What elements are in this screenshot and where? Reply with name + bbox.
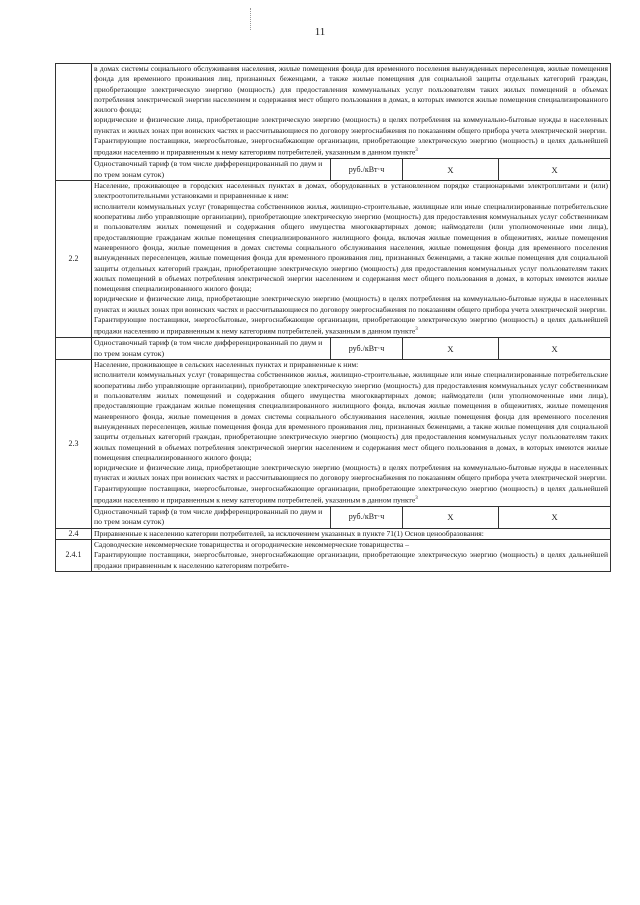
description-paragraph: в домах системы социального обслуживания населения, жилые помещения фонда для временного поселения вынужденных переселенцев, жилые помещения фонда для временного проживания лиц, признанных беженцами, а также жилые помещения для социальной защиты отдельных категорий граждан, приобретающие электрическую энергию (мощность) для предоставления коммунальных услуг пользователям таких жилых помещений в объемах потребления электрической энергии населением и содержания мест общего пользования в домах, в которых имеются жилые помещения специализированного жилого фонда; — [94, 64, 609, 115]
description-paragraph: Гарантирующие поставщики, энергосбытовые, энергоснабжающие организации, приобретающие электрическую энергию (мощность) в целях дальнейшей продажи населению и приравненным к нему категориям потребителей, указанным в данном пункте — [94, 483, 609, 505]
tariff-value-first: Х — [403, 159, 499, 181]
row-number: 2.4.1 — [56, 540, 92, 572]
row-description: Приравненные к населению категории потребителей, за исключением указанных в пункте 71(1) Основ ценообразования: — [92, 528, 611, 539]
table-row-description — [56, 360, 611, 507]
table-row-continuation-description — [56, 64, 611, 159]
table-row-tariff — [56, 506, 611, 528]
table-row-tariff — [56, 159, 611, 181]
row-number — [56, 64, 92, 181]
tariff-unit: руб./кВт·ч — [331, 159, 403, 181]
tariff-table — [55, 63, 611, 572]
description-paragraph: Садоводческие некоммерческие товарищества и огороднические некоммерческие товарищества – — [94, 540, 409, 550]
description-paragraph: Население, проживающее в сельских населенных пунктах и приравненные к ним: — [94, 360, 359, 370]
description-paragraph: юридические и физические лица, приобретающие электрическую энергию (мощность) в целях потребления на коммунально-бытовые нужды в населенных пунктах и жилых зонах при воинских частях и рассчитывающиеся по договору энергоснабжения по показаниям общего прибора учета электрической энергии. — [94, 115, 609, 135]
table-row-tariff — [56, 338, 611, 360]
table-row-description — [56, 540, 611, 572]
tariff-name: Одноставочный тариф (в том числе дифференцированный по двум и по трем зонам суток) — [92, 338, 331, 360]
footnote-marker: 3 — [415, 327, 418, 333]
description-paragraph: исполнители коммунальных услуг (товарищества собственников жилья, жилищно-строительные, жилищные или иные специализированные потребительские кооперативы либо управляющие организации), приобретающие электрическую энергию (мощность) для предоставления коммунальных услуг собственникам и пользователям жилых помещений и содержания общего имущества многоквартирных домов; наймодатели (или уполномоченные ими лица), предоставляющие гражданам жилые помещения специализированного жилищного фонда, включая жилые помещения в общежитиях, жилые помещения маневренного фонда, жилые помещения в домах системы социального обслуживания населения, жилые помещения фонда для временного поселения вынужденных переселенцев, жилые помещения фонда для временного проживания лиц, признанных беженцами, а также жилые помещения для социальной защиты отдельных категорий граждан, приобретающие электрическую энергию (мощность) для предоставления коммунальных услуг пользователям таких жилых помещений в объемах потребления электрической энергии населением и содержания мест общего пользования в домах, в которых имеются жилые помещения специализированного жилого фонда; — [94, 201, 609, 294]
tariff-value-second: Х — [499, 159, 611, 181]
tariff-unit: руб./кВт·ч — [331, 506, 403, 528]
tariff-value-first: Х — [403, 338, 499, 360]
row-description — [92, 360, 611, 507]
page-number: 11 — [314, 26, 326, 38]
table-row-description — [56, 181, 611, 338]
description-paragraph: Гарантирующие поставщики, энергосбытовые, энергоснабжающие организации, приобретающие электрическую энергию (мощность) в целях дальнейшей продажи населению и приравненным к нему категориям потребителей, указанным в данном пункте — [94, 136, 609, 157]
table-row-description — [56, 528, 611, 539]
tariff-value-second: Х — [499, 338, 611, 360]
row-description — [92, 64, 611, 159]
row-number: 2.2 — [56, 181, 92, 338]
description-paragraph: Население, проживающее в городских населенных пунктах в домах, оборудованных в установленном порядке стационарными электроплитами и (или) электроотопительными установками и приравненные к ним: — [94, 181, 609, 201]
footnote-marker: 3 — [415, 148, 418, 154]
description-paragraph: юридические и физические лица, приобретающие электрическую энергию (мощность) в целях потребления на коммунально-бытовые нужды в населенных пунктах и жилых зонах при воинских частях и рассчитывающиеся по договору энергоснабжения по показаниям общего прибора учета электрической энергии. — [94, 294, 609, 314]
row-description — [92, 540, 611, 572]
footnote-marker: 3 — [415, 496, 418, 502]
row-number: 2.4 — [56, 528, 92, 539]
description-paragraph: Гарантирующие поставщики, энергосбытовые, энергоснабжающие организации, приобретающие электрическую энергию (мощность) в целях дальнейшей продажи населению и приравненным к нему категориям потребителей, указанным в данном пункте — [94, 315, 609, 336]
row-number: 2.3 — [56, 360, 92, 529]
tariff-unit: руб./кВт·ч — [331, 338, 403, 360]
tariff-value-second: Х — [499, 506, 611, 528]
row-description — [92, 181, 611, 338]
description-paragraph: Гарантирующие поставщики, энергосбытовые, энергоснабжающие организации, приобретающие электрическую энергию (мощность) в целях дальнейшей продажи приравненным к населению категориям потребите- — [94, 550, 609, 570]
description-paragraph: юридические и физические лица, приобретающие электрическую энергию (мощность) в целях потребления на коммунально-бытовые нужды в населенных пунктах и жилых зонах при воинских частях и рассчитывающиеся по договору энергоснабжения по показаниям общего прибора учета электрической энергии. — [94, 463, 609, 483]
tariff-name: Одноставочный тариф (в том числе дифференцированный по двум и по трем зонам суток) — [92, 159, 331, 181]
tariff-value-first: Х — [403, 506, 499, 528]
tariff-name: Одноставочный тариф (в том числе дифференцированный по двум и по трем зонам суток) — [92, 506, 331, 528]
description-paragraph: исполнители коммунальных услуг (товарищества собственников жилья, жилищно-строительные, жилищные или иные специализированные потребительские кооперативы либо управляющие организации), приобретающие электрическую энергию (мощность) для предоставления коммунальных услуг собственникам и пользователям жилых помещений и содержания общего имущества многоквартирных домов; наймодатели (или уполномоченные ими лица), предоставляющие гражданам жилые помещения специализированного жилищного фонда, включая жилые помещения в общежитиях, жилые помещения маневренного фонда, жилые помещения в домах системы социального обслуживания населения, жилые помещения фонда для временного поселения вынужденных переселенцев, жилые помещения фонда для временного проживания лиц, признанных беженцами, а также жилые помещения для социальной защиты отдельных категорий граждан, приобретающие электрическую энергию (мощность) для предоставления коммунальных услуг пользователям таких жилых помещений в объемах потребления электрической энергии населением и содержания мест общего пользования в домах, в которых имеются жилые помещения специализированного жилого фонда; — [94, 370, 609, 462]
